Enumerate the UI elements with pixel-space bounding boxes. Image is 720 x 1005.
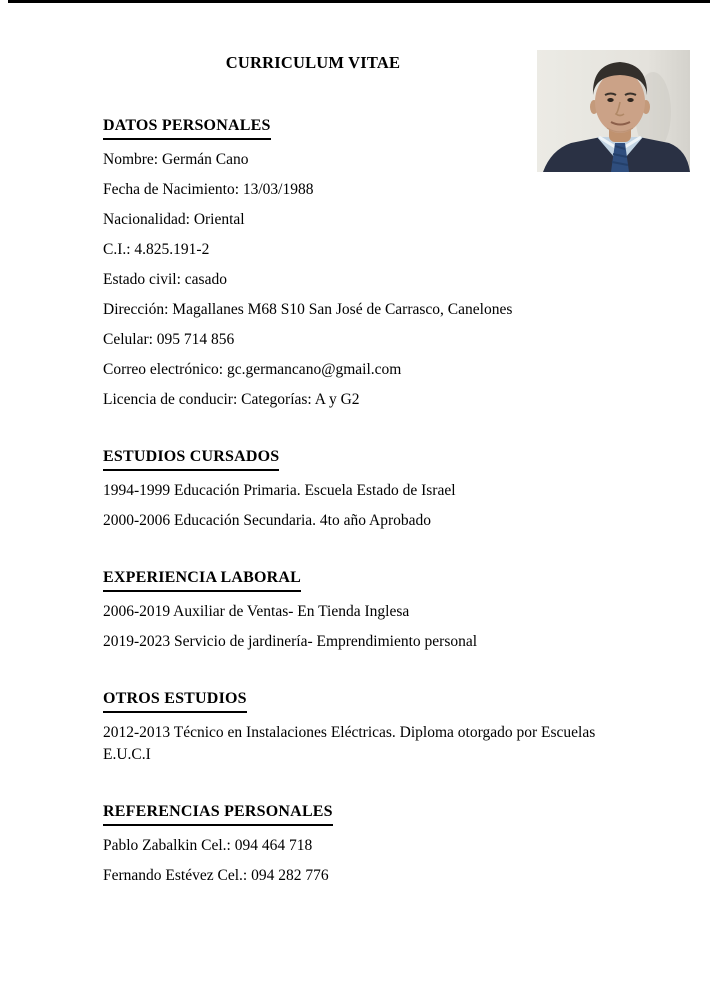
section-referencias-personales [103,774,618,887]
page-title: CURRICULUM VITAE [225,53,401,72]
cv-line-licencia: Licencia de conducir: Categorías: A y G2 [103,391,360,408]
cv-line-auxiliar-ventas: 2006-2019 Auxiliar de Ventas- En Tienda Inglesa [103,603,410,620]
cv-line-referencia-1: Pablo Zabalkin Cel.: 094 464 718 [103,837,313,854]
section-heading [103,446,618,471]
cv-line-referencia-2: Fernando Estévez Cel.: 094 282 776 [103,867,329,884]
section-heading [103,688,618,713]
section-heading-text: OTROS ESTUDIOS [103,688,247,713]
section-heading [103,567,618,592]
cv-line-nacionalidad: Nacionalidad: Oriental [103,211,245,228]
cv-page [103,52,618,895]
cv-line-estado-civil: Estado civil: casado [103,271,227,288]
cv-line-secundaria: 2000-2006 Educación Secundaria. 4to año Aprobado [103,512,431,529]
section-heading-text: ESTUDIOS CURSADOS [103,446,279,471]
section-heading [103,801,618,826]
cv-line-correo-electronico: Correo electrónico: gc.germancano@gmail.com [103,361,402,378]
page-top-rule [8,0,710,3]
cv-line-celular: Celular: 095 714 856 [103,331,235,348]
section-heading-text: REFERENCIAS PERSONALES [103,801,333,826]
section-heading-text: DATOS PERSONALES [103,115,271,140]
cv-line-tecnico-electrico: 2012-2013 Técnico en Instalaciones Eléctricas. Diploma otorgado por Escuelas E.U.C.I [103,724,596,763]
section-datos-personales [103,115,618,411]
section-heading-text: EXPERIENCIA LABORAL [103,567,301,592]
cv-line-fecha-nacimiento: Fecha de Nacimiento: 13/03/1988 [103,181,314,198]
section-heading [103,115,618,140]
section-estudios-cursados [103,419,618,532]
cv-line-primaria: 1994-1999 Educación Primaria. Escuela Estado de Israel [103,482,456,499]
cv-line-jardineria: 2019-2023 Servicio de jardinería- Emprendimiento personal [103,633,478,650]
cv-line-direccion: Dirección: Magallanes M68 S10 San José de Carrasco, Canelones [103,301,513,318]
section-otros-estudios [103,661,618,766]
cv-line-ci: C.I.: 4.825.191-2 [103,241,210,258]
section-experiencia-laboral [103,540,618,653]
cv-line-nombre: Nombre: Germán Cano [103,151,249,168]
